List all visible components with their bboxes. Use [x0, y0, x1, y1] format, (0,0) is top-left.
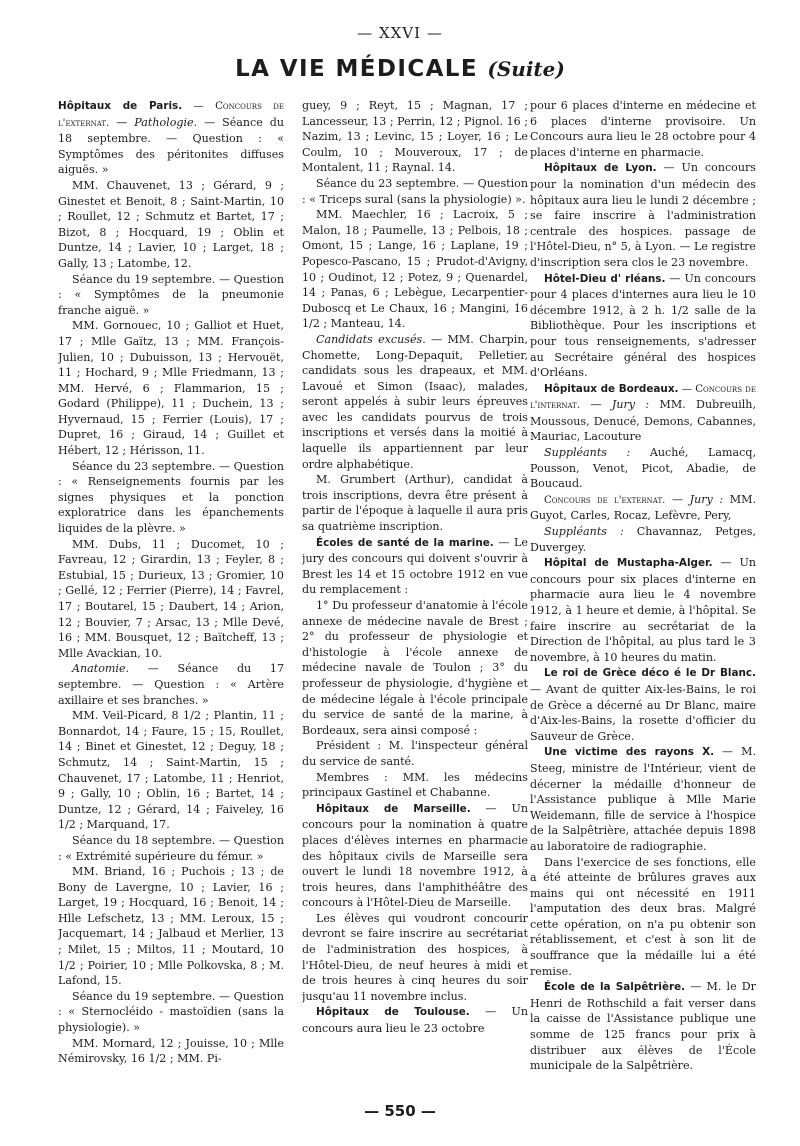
page-title — [0, 56, 800, 82]
section-heading: Une victime des rayons X. — [544, 746, 715, 759]
paragraph: Séance du 23 septembre. — Question : « Renseignements fournis par les signes physiques et la ponction exploratrice dans les épanchements liquides de la plèvre. » — [58, 459, 284, 536]
paragraph: MM. Gornouec, 10 ; Galliot et Huet, 17 ; Mlle Gaïtz, 13 ; MM. François-Julien, 10 ; Dubuisson, 13 ; Hervouët, 11 ; Hochard, 9 ; Mlle Friedmann, 13 ; MM. Hervé, 6 ; Flammarion, 15 ; Godard (Philippe), 11 ; Duchein, 13 ; Hyvernaud, 15 ; Ferrier (Louis), 17 ; Dupret, 16 ; Giraud, 14 ; Guillet et Hébert, 12 ; Hérisson, 11. — [58, 319, 284, 458]
paragraph: MM. Chauvenet, 13 ; Gérard, 9 ; Ginestet et Benoit, 8 ; Saint-Martin, 10 ; Roullet, 12 ; Schmutz et Bartet, 17 ; Bizot, 8 ; Hocquard, 19 ; Oblin et Duntze, 14 ; Lavier, 10 ; Larget, 18 ; Gally, 13 ; Latombe, 12. — [58, 178, 284, 270]
title-text: LA VIE MÉDICALE — [235, 56, 478, 82]
section-heading: Écoles de santé de la marine. — [316, 536, 494, 549]
paragraph: MM. Dubs, 11 ; Ducomet, 10 ; Favreau, 12 ; Girardin, 13 ; Feyler, 8 ; Estubial, 15 ; Durieux, 13 ; Gromier, 10 ; Gellé, 12 ; Ferrier (Pierre), 14 ; Favrel, 17 ; Boutarel, 15 ; Daubert, 14 ; Arion, 12 ; Bouvier, 7 ; Arsac, 13 ; Mlle Devé, 16 ; MM. Bousquet, 12 ; Baïtcheff, 13 ; Mlle Avackian, 10. — [58, 537, 284, 660]
paragraph-text: — Un concours pour six places d'interne en pharmacie aura lieu le 4 novembre 1912, à 1 heure et demie, à l'hôpital. Se faire inscrire au secrétariat de la Direction de l'hôpital, au plus tard le 3 novembre, à 10 heures du matin. — [530, 556, 756, 664]
italic-text: — Pathologie. — [109, 115, 198, 129]
paragraph: MM. Veil-Picard, 8 1/2 ; Plantin, 11 ; Bonnardot, 14 ; Faure, 15 ; 15, Roullet, 14 ; Binet et Ginestet, 12 ; Deguy, 18 ; Schmutz, 14 ; Saint-Martin, 15 ; Chauvenet, 17 ; Latombe, 11 ; Henriot, 9 ; Gally, 10 ; Oblin, 16 ; Bartet, 14 ; Duntze, 12 ; Gérard, 14 ; Faiveley, 16 1/2 ; Marquand, 17. — [58, 709, 284, 832]
paragraph-text: — Un concours pour 4 places d'internes aura lieu le 10 décembre 1912, à 2 h. 1/2 salle de la Bibliothèque. Pour les inscriptions et pour tous renseignements, s'adresser au Secrétaire général des hospices d'Orléans. — [530, 271, 756, 380]
italic-text: Suppléants : — [544, 446, 631, 460]
paragraph-text: — M. Steeg, ministre de l'Intérieur, vient de décerner la médaille d'honneur de l'Assistance publique à Mlle Marie Weidemann, fille de service à l'hospice de la Salpêtrière, attachée depuis 1898 au laboratoire de radiographie. — [530, 745, 756, 853]
article-hopitaux-toulouse — [302, 1004, 528, 1036]
paragraph: Séance du 19 septembre. — Question : « Sternocléido - mastoïdien (sans la physiologie). » — [58, 989, 284, 1035]
column-3 — [530, 98, 756, 1098]
paragraph-text: — Le jury des concours qui doivent s'ouvrir à Brest les 14 et 15 octobre 1912 en vue du remplacement : — [302, 535, 528, 597]
article-roi-de-grece — [530, 665, 756, 744]
article-hopitaux-paris — [58, 98, 284, 178]
section-heading: Le roi de Grèce déco é le Dr Blanc. — [544, 667, 756, 680]
paragraph-text: — M. le Dr Henri de Rothschild a fait verser dans la caisse de l'Assistance publique une somme de 125 francs pour prix à distribuer aux élèves de l'École municipale de la Salpêtrière. — [530, 980, 756, 1073]
paragraph — [530, 524, 756, 555]
paragraph — [302, 332, 528, 472]
title-suite: (Suite) — [487, 57, 565, 81]
section-heading: Hôtel-Dieu d' rléans. — [544, 272, 666, 285]
smallcaps-text: — Concours de l'externat. — [58, 101, 284, 129]
article-hopital-mustapha — [530, 555, 756, 665]
paragraph: Séance du 19 septembre. — Question : « Symptômes de la pneumonie franche aiguë. » — [58, 272, 284, 317]
column-1 — [58, 98, 284, 1098]
paragraph: 1° Du professeur d'anatomie à l'école annexe de médecine navale de Brest ; 2° du professeur de physiologie et d'histologie à l'école annexe de médecine navale de Toulon ; 3° du professeur de physiologie, d'hygiène et de médecine légale à l'école principale du service de santé de la marine, à Bordeaux, sera ainsi composé : — [302, 599, 528, 737]
paragraph: MM. Briand, 16 ; Puchois ; 13 ; de Bony de Lavergne, 10 ; Lavier, 16 ; Larget, 19 ; Hocquard, 16 ; Benoit, 14 ; Hlle Lefschetz, 13 ; MM. Leroux, 15 ; Jacquemart, 14 ; Jalbaud et Merlier, 13 ; Milet, 15 ; Miltos, 11 ; Moutard, 10 1/2 ; Poirier, 10 ; Mlle Polkovska, 8 ; M. Lafond, 15. — [58, 865, 284, 988]
paragraph: Les élèves qui voudront concourir devront se faire inscrire au secrétariat de l'administration des hospices, à l'Hôtel-Dieu, de neuf heures à midi et de trois heures à cinq heures du soir jusqu'au 11 novembre inclus. — [302, 911, 528, 1003]
paragraph-text: — Un concours aura lieu le 23 octobre — [302, 1005, 528, 1036]
paragraph-text: Chavannaz, Petges, Duvergey. — [530, 525, 756, 554]
paragraph-text: — Un concours pour la nomination d'un médecin des hôpitaux aura lieu le lundi 2 décembre ; se faire inscrire à l'administration centrale des hospices. passage de l'Hôtel-Dieu, n° 5, à Lyon. — Le registre d'inscription sera clos le 23 novembre. — [530, 161, 756, 269]
paragraph: pour 6 places d'interne en médecine et 6 places d'interne provisoire. Un Concours aura lieu le 28 octobre pour 4 places d'interne en pharmacie. — [530, 99, 756, 159]
paragraph: M. Grumbert (Arthur), candidat à trois inscriptions, devra être présent à partir de l'époque à laquelle il aura pris sa quatrième inscription. — [302, 473, 528, 534]
article-hopitaux-bordeaux — [530, 381, 756, 445]
italic-text: Candidats excusés. — [316, 332, 426, 346]
paragraph-text: — Séance du 17 septembre. — Question : « Artère axillaire et ses branches. » — [58, 662, 284, 707]
paragraph-text: MM. Guyot, Carles, Rocaz, Lefèvre, Pery, — [530, 492, 756, 523]
paragraph: Membres : MM. les médecins principaux Gastinel et Chabanne. — [302, 770, 528, 800]
column-2 — [302, 98, 528, 1098]
smallcaps-text: — Concours de l'internat. — [530, 383, 756, 412]
smallcaps-text: Concours de l'externat. — [544, 494, 666, 506]
article-hopitaux-lyon — [530, 160, 756, 270]
paragraph — [530, 445, 756, 492]
article-ecole-salpetriere — [530, 979, 756, 1074]
paragraph-text: Auché, Lamacq, Pousson, Venot, Picot, Abadie, de Boucaud. — [530, 446, 756, 491]
paragraph-text: — Séance du 18 septembre. — Question : « Symptômes des péritonites diffuses aiguës. » — [58, 115, 284, 177]
paragraph-text: MM. Dubreuilh, Moussous, Denucé, Demons, Cabannes, Mauriac, Lacouture — [530, 398, 756, 444]
italic-text: Jury : — [683, 492, 724, 506]
italic-text: Suppléants : — [544, 525, 624, 539]
article-hopitaux-marseille — [302, 801, 528, 911]
section-heading: Hôpitaux de Bordeaux. — [544, 382, 679, 395]
italic-text: — Jury : — [580, 398, 650, 412]
section-heading: Hôpitaux de Lyon. — [544, 162, 657, 175]
article-victime-rayons-x — [530, 744, 756, 854]
section-heading: Hôpitaux de Marseille. — [316, 802, 471, 815]
paragraph-text: — Avant de quitter Aix-les-Bains, le roi de Grèce a décerné au Dr Blanc, maire d'Aix-les-Bains, la rosette d'officier du Sauveur de Grèce. — [530, 682, 756, 743]
paragraph: MM. Maechler, 16 ; Lacroix, 5 ; Malon, 18 ; Paumelle, 13 ; Pelbois, 18 ; Omont, 15 ; Lange, 16 ; Laplane, 19 ; Popesco-Pascano, 15 ; Prudot-d'Avigny, 10 ; Oudinot, 12 ; Potez, 9 ; Quenardel, 14 ; Panas, 6 ; Lebègue, Lecarpentier-Duboscq et Le Chaux, 16 ; Mangini, 16 1/2 ; Manteau, 14. — [302, 208, 528, 331]
section-heading: École de la Salpêtrière. — [544, 981, 686, 994]
paragraph — [58, 661, 284, 708]
paragraph — [530, 492, 756, 524]
paragraph: Président : M. l'inspecteur général du service de santé. — [302, 739, 528, 768]
paragraph: Séance du 18 septembre. — Question : « Extrémité supérieure du fémur. » — [58, 833, 284, 863]
article-hotel-dieu-orleans — [530, 271, 756, 381]
section-heading: Hôpitaux de Toulouse. — [316, 1006, 470, 1019]
section-heading: Hôpitaux de Paris. — [58, 100, 183, 112]
paragraph-text: — Un concours pour la nomination à quatre places d'élèves internes en pharmacie des hôpitaux civils de Marseille sera ouvert le lundi 18 novembre 1912, à trois heures, dans l'amphithéâtre des concours à l'Hôtel-Dieu de Marseille. — [302, 801, 528, 910]
page-number: — 550 — — [364, 1102, 436, 1120]
paragraph: Dans l'exercice de ses fonctions, elle a été atteinte de brûlures graves aux mains qui ont nécessité en 1911 l'amputation des deux bras. Malgré cette opération, on n'a pu obtenir son rétablissement, et c'est à son lit de souffrance que la médaille lui a été remise. — [530, 855, 756, 978]
paragraph: guey, 9 ; Reyt, 15 ; Magnan, 17 ; Lancesseur, 13 ; Perrin, 12 ; Pignol. 16 ; Nazim, 13 ; Levinc, 15 ; Loyer, 16 ; Le Coulm, 10 ; Mouveroux, 17 ; de Montalent, 11 ; Raynal. 14. — [302, 99, 528, 175]
paragraph-text: — — [665, 492, 684, 506]
section-heading: Hôpital de Mustapha-Alger. — [544, 557, 713, 570]
paragraph-text: — MM. Charpin, Chomette, Long-Depaquit, Pelletier, candidats sous les drapeaux, et MM. Lavoué et Simon (Isaac), malades, seront appelés à subir leurs épreuves avec les candidats pourvus de trois inscriptions et versés dans la moitié à laquelle ils appartiennent par leur ordre alphabétique. — [302, 332, 528, 471]
page-roman-numeral: — XXVI — — [357, 24, 443, 42]
paragraph: Séance du 23 septembre. — Question : « Triceps sural (sans la physiologie) ». — [302, 176, 528, 206]
paragraph: MM. Mornard, 12 ; Jouisse, 10 ; Mlle Némirovsky, 16 1/2 ; MM. Pi- — [58, 1036, 284, 1066]
article-ecoles-marine — [302, 535, 528, 598]
italic-text: Anatomie. — [72, 662, 130, 676]
